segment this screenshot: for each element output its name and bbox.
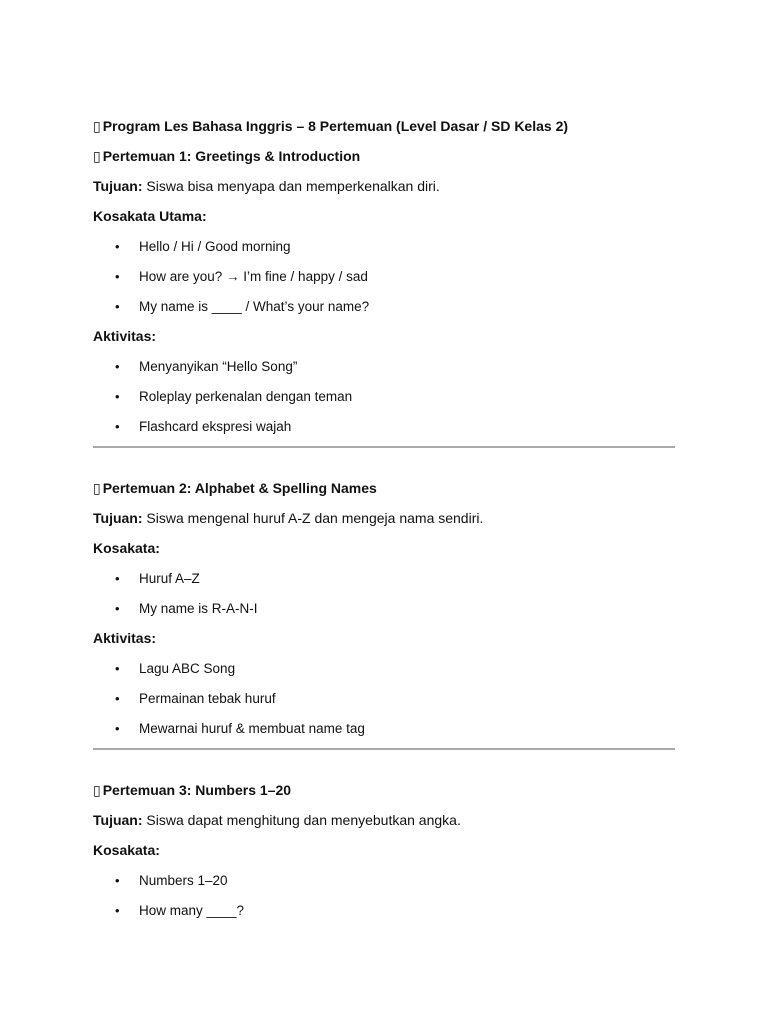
- vocab-list: [93, 568, 675, 628]
- vocab-list: [93, 236, 675, 326]
- goal-paragraph: [93, 176, 675, 206]
- list-item-text: Flashcard ekspresi wajah: [139, 419, 292, 434]
- list-item: [93, 900, 675, 930]
- list-item: [93, 416, 675, 442]
- box-icon: ▯: [93, 148, 101, 164]
- bullet-icon: •: [115, 299, 120, 314]
- box-icon: ▯: [93, 782, 101, 798]
- goal-text: Siswa dapat menghitung dan menyebutkan angka.: [146, 812, 461, 828]
- list-item: [93, 688, 675, 718]
- list-item-text: Hello / Hi / Good morning: [139, 239, 291, 254]
- bullet-icon: •: [115, 873, 120, 888]
- meeting-title-text: Pertemuan 1: Greetings & Introduction: [102, 148, 361, 164]
- activity-heading: Aktivitas:: [93, 630, 157, 646]
- bullet-icon: •: [115, 239, 120, 254]
- meeting-title: [93, 478, 675, 508]
- goal-label: Tujuan:: [93, 510, 143, 526]
- goal-label: Tujuan:: [93, 812, 143, 828]
- goal-text: Siswa mengenal huruf A-Z dan mengeja nama sendiri.: [146, 510, 484, 526]
- bullet-icon: •: [115, 389, 120, 404]
- bullet-icon: •: [115, 269, 120, 284]
- activity-list: [93, 658, 675, 744]
- vocab-list: [93, 870, 675, 930]
- bullet-icon: •: [115, 571, 120, 586]
- list-item-text: Permainan tebak huruf: [139, 691, 276, 706]
- list-item: [93, 356, 675, 386]
- bullet-icon: •: [115, 601, 120, 616]
- list-item-text: Mewarnai huruf & membuat name tag: [139, 721, 365, 736]
- goal-paragraph: [93, 508, 675, 538]
- list-item: [93, 870, 675, 900]
- bullet-icon: •: [115, 691, 120, 706]
- document-page: [93, 116, 675, 930]
- document-title-text: Program Les Bahasa Inggris – 8 Pertemuan (Level Dasar / SD Kelas 2): [102, 118, 569, 134]
- list-item-text: How are you? → I’m fine / happy / sad: [139, 269, 368, 284]
- meeting-title-text: Pertemuan 3: Numbers 1–20: [102, 782, 292, 798]
- list-item-text: Huruf A–Z: [139, 571, 200, 586]
- goal-text: Siswa bisa menyapa dan memperkenalkan diri.: [146, 178, 440, 194]
- meeting-title: [93, 780, 675, 810]
- list-item-text: Lagu ABC Song: [139, 661, 236, 676]
- bullet-icon: •: [115, 661, 120, 676]
- vocab-heading: Kosakata Utama:: [93, 208, 207, 224]
- list-item-text: Numbers 1–20: [139, 873, 228, 888]
- meeting-title-text: Pertemuan 2: Alphabet & Spelling Names: [102, 480, 377, 496]
- meeting-title: [93, 146, 675, 176]
- list-item: [93, 266, 675, 296]
- list-item: [93, 598, 675, 628]
- bullet-icon: •: [115, 903, 120, 918]
- list-item: [93, 296, 675, 326]
- list-item: [93, 236, 675, 266]
- goal-paragraph: [93, 810, 675, 840]
- box-icon: ▯: [93, 480, 101, 496]
- meeting-3-section: [93, 780, 675, 930]
- box-icon: ▯: [93, 118, 101, 134]
- activity-heading: Aktivitas:: [93, 328, 157, 344]
- list-item-text: My name is R-A-N-I: [139, 601, 258, 616]
- goal-label: Tujuan:: [93, 178, 143, 194]
- vocab-heading: Kosakata:: [93, 842, 160, 858]
- meeting-1-section: [93, 146, 675, 442]
- bullet-icon: •: [115, 419, 120, 434]
- meeting-2-section: [93, 478, 675, 744]
- document-title: [93, 116, 675, 146]
- list-item: [93, 718, 675, 744]
- list-item-text: Menyanyikan “Hello Song”: [139, 359, 298, 374]
- list-item-text: How many ____?: [139, 903, 245, 918]
- list-item: [93, 386, 675, 416]
- vocab-heading: Kosakata:: [93, 540, 160, 556]
- list-item-text: Roleplay perkenalan dengan teman: [139, 389, 353, 404]
- bullet-icon: •: [115, 721, 120, 736]
- activity-list: [93, 356, 675, 442]
- list-item: [93, 568, 675, 598]
- bullet-icon: •: [115, 359, 120, 374]
- list-item: [93, 658, 675, 688]
- list-item-text: My name is ____ / What’s your name?: [139, 299, 370, 314]
